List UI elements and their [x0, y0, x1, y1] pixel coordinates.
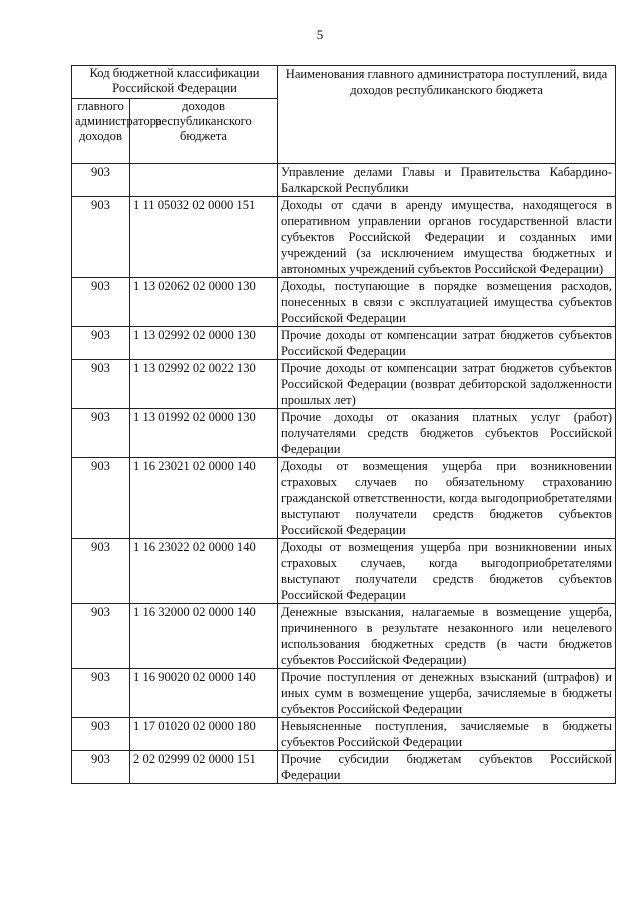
income-code-cell: 1 11 05032 02 0000 151 — [130, 197, 278, 278]
table-body — [72, 164, 616, 784]
income-name-cell: Доходы от сдачи в аренду имущества, находящегося в оперативном управлении органов государственной власти субъектов Российской Федерации и созданных ими учреждений (за исключением имущества бюджетных и автономных учреждений субъектов Российской Федерации) — [278, 197, 616, 278]
administrator-code-cell: 903 — [72, 278, 130, 327]
header-republican-budget-income: доходов республиканского бюджета — [130, 99, 278, 164]
administrator-code-cell: 903 — [72, 409, 130, 458]
income-code-cell — [130, 164, 278, 197]
income-code-cell: 1 13 02062 02 0000 130 — [130, 278, 278, 327]
administrator-code-cell: 903 — [72, 164, 130, 197]
income-name-cell: Денежные взыскания, налагаемые в возмещение ущерба, причиненного в результате незаконного или нецелевого использования бюджетных средств (в части бюджетов субъектов Российской Федерации) — [278, 604, 616, 669]
income-name-cell: Управление делами Главы и Правительства Кабардино-Балкарской Республики — [278, 164, 616, 197]
table-row — [72, 718, 616, 751]
table-row — [72, 164, 616, 197]
administrator-code-cell: 903 — [72, 604, 130, 669]
income-name-cell: Доходы от возмещения ущерба при возникновении иных страховых случаев, когда выгодоприобретателями выступают получатели средств бюджетов субъектов Российской Федерации — [278, 539, 616, 604]
table-header-row — [72, 66, 616, 99]
income-code-cell: 1 13 01992 02 0000 130 — [130, 409, 278, 458]
budget-classification-table — [71, 65, 616, 784]
income-name-cell: Доходы от возмещения ущерба при возникновении страховых случаев по обязательному страхованию гражданской ответственности, когда выгодоприобретателями выступают получатели средств бюджетов субъектов Российской Федерации — [278, 458, 616, 539]
table-row — [72, 409, 616, 458]
income-code-cell: 2 02 02999 02 0000 151 — [130, 751, 278, 784]
administrator-code-cell: 903 — [72, 458, 130, 539]
administrator-code-cell: 903 — [72, 751, 130, 784]
income-name-cell: Прочие доходы от оказания платных услуг (работ) получателями средств бюджетов субъектов Российской Федерации — [278, 409, 616, 458]
table-row — [72, 539, 616, 604]
table-row — [72, 197, 616, 278]
administrator-code-cell: 903 — [72, 197, 130, 278]
administrator-code-cell: 903 — [72, 669, 130, 718]
income-name-cell: Прочие доходы от компенсации затрат бюджетов субъектов Российской Федерации (возврат дебиторской задолженности прошлых лет) — [278, 360, 616, 409]
administrator-code-cell: 903 — [72, 718, 130, 751]
administrator-code-cell: 903 — [72, 539, 130, 604]
income-code-cell: 1 16 32000 02 0000 140 — [130, 604, 278, 669]
income-code-cell: 1 13 02992 02 0022 130 — [130, 360, 278, 409]
income-code-cell: 1 13 02992 02 0000 130 — [130, 327, 278, 360]
table-row — [72, 751, 616, 784]
income-name-cell: Доходы, поступающие в порядке возмещения расходов, понесенных в связи с эксплуатацией имущества субъектов Российской Федерации — [278, 278, 616, 327]
income-code-cell: 1 16 90020 02 0000 140 — [130, 669, 278, 718]
income-code-cell: 1 16 23021 02 0000 140 — [130, 458, 278, 539]
table-row — [72, 669, 616, 718]
table-row — [72, 327, 616, 360]
header-administrator-name: Наименования главного администратора поступлений, вида доходов республиканского бюджета — [278, 66, 616, 164]
income-code-cell: 1 16 23022 02 0000 140 — [130, 539, 278, 604]
administrator-code-cell: 903 — [72, 327, 130, 360]
income-name-cell: Прочие субсидии бюджетам субъектов Российской Федерации — [278, 751, 616, 784]
table-row — [72, 278, 616, 327]
table-row — [72, 360, 616, 409]
table-row — [72, 604, 616, 669]
page-number: 5 — [316, 27, 324, 42]
administrator-code-cell: 903 — [72, 360, 130, 409]
income-name-cell: Невыясненные поступления, зачисляемые в бюджеты субъектов Российской Федерации — [278, 718, 616, 751]
header-main-administrator: главного администратора доходов — [72, 99, 130, 164]
income-name-cell: Прочие поступления от денежных взысканий (штрафов) и иных сумм в возмещение ущерба, зачисляемые в бюджеты субъектов Российской Федерации — [278, 669, 616, 718]
income-code-cell: 1 17 01020 02 0000 180 — [130, 718, 278, 751]
income-name-cell: Прочие доходы от компенсации затрат бюджетов субъектов Российской Федерации — [278, 327, 616, 360]
header-budget-classification-code: Код бюджетной классификации Российской Федерации — [72, 66, 278, 99]
table-row — [72, 458, 616, 539]
